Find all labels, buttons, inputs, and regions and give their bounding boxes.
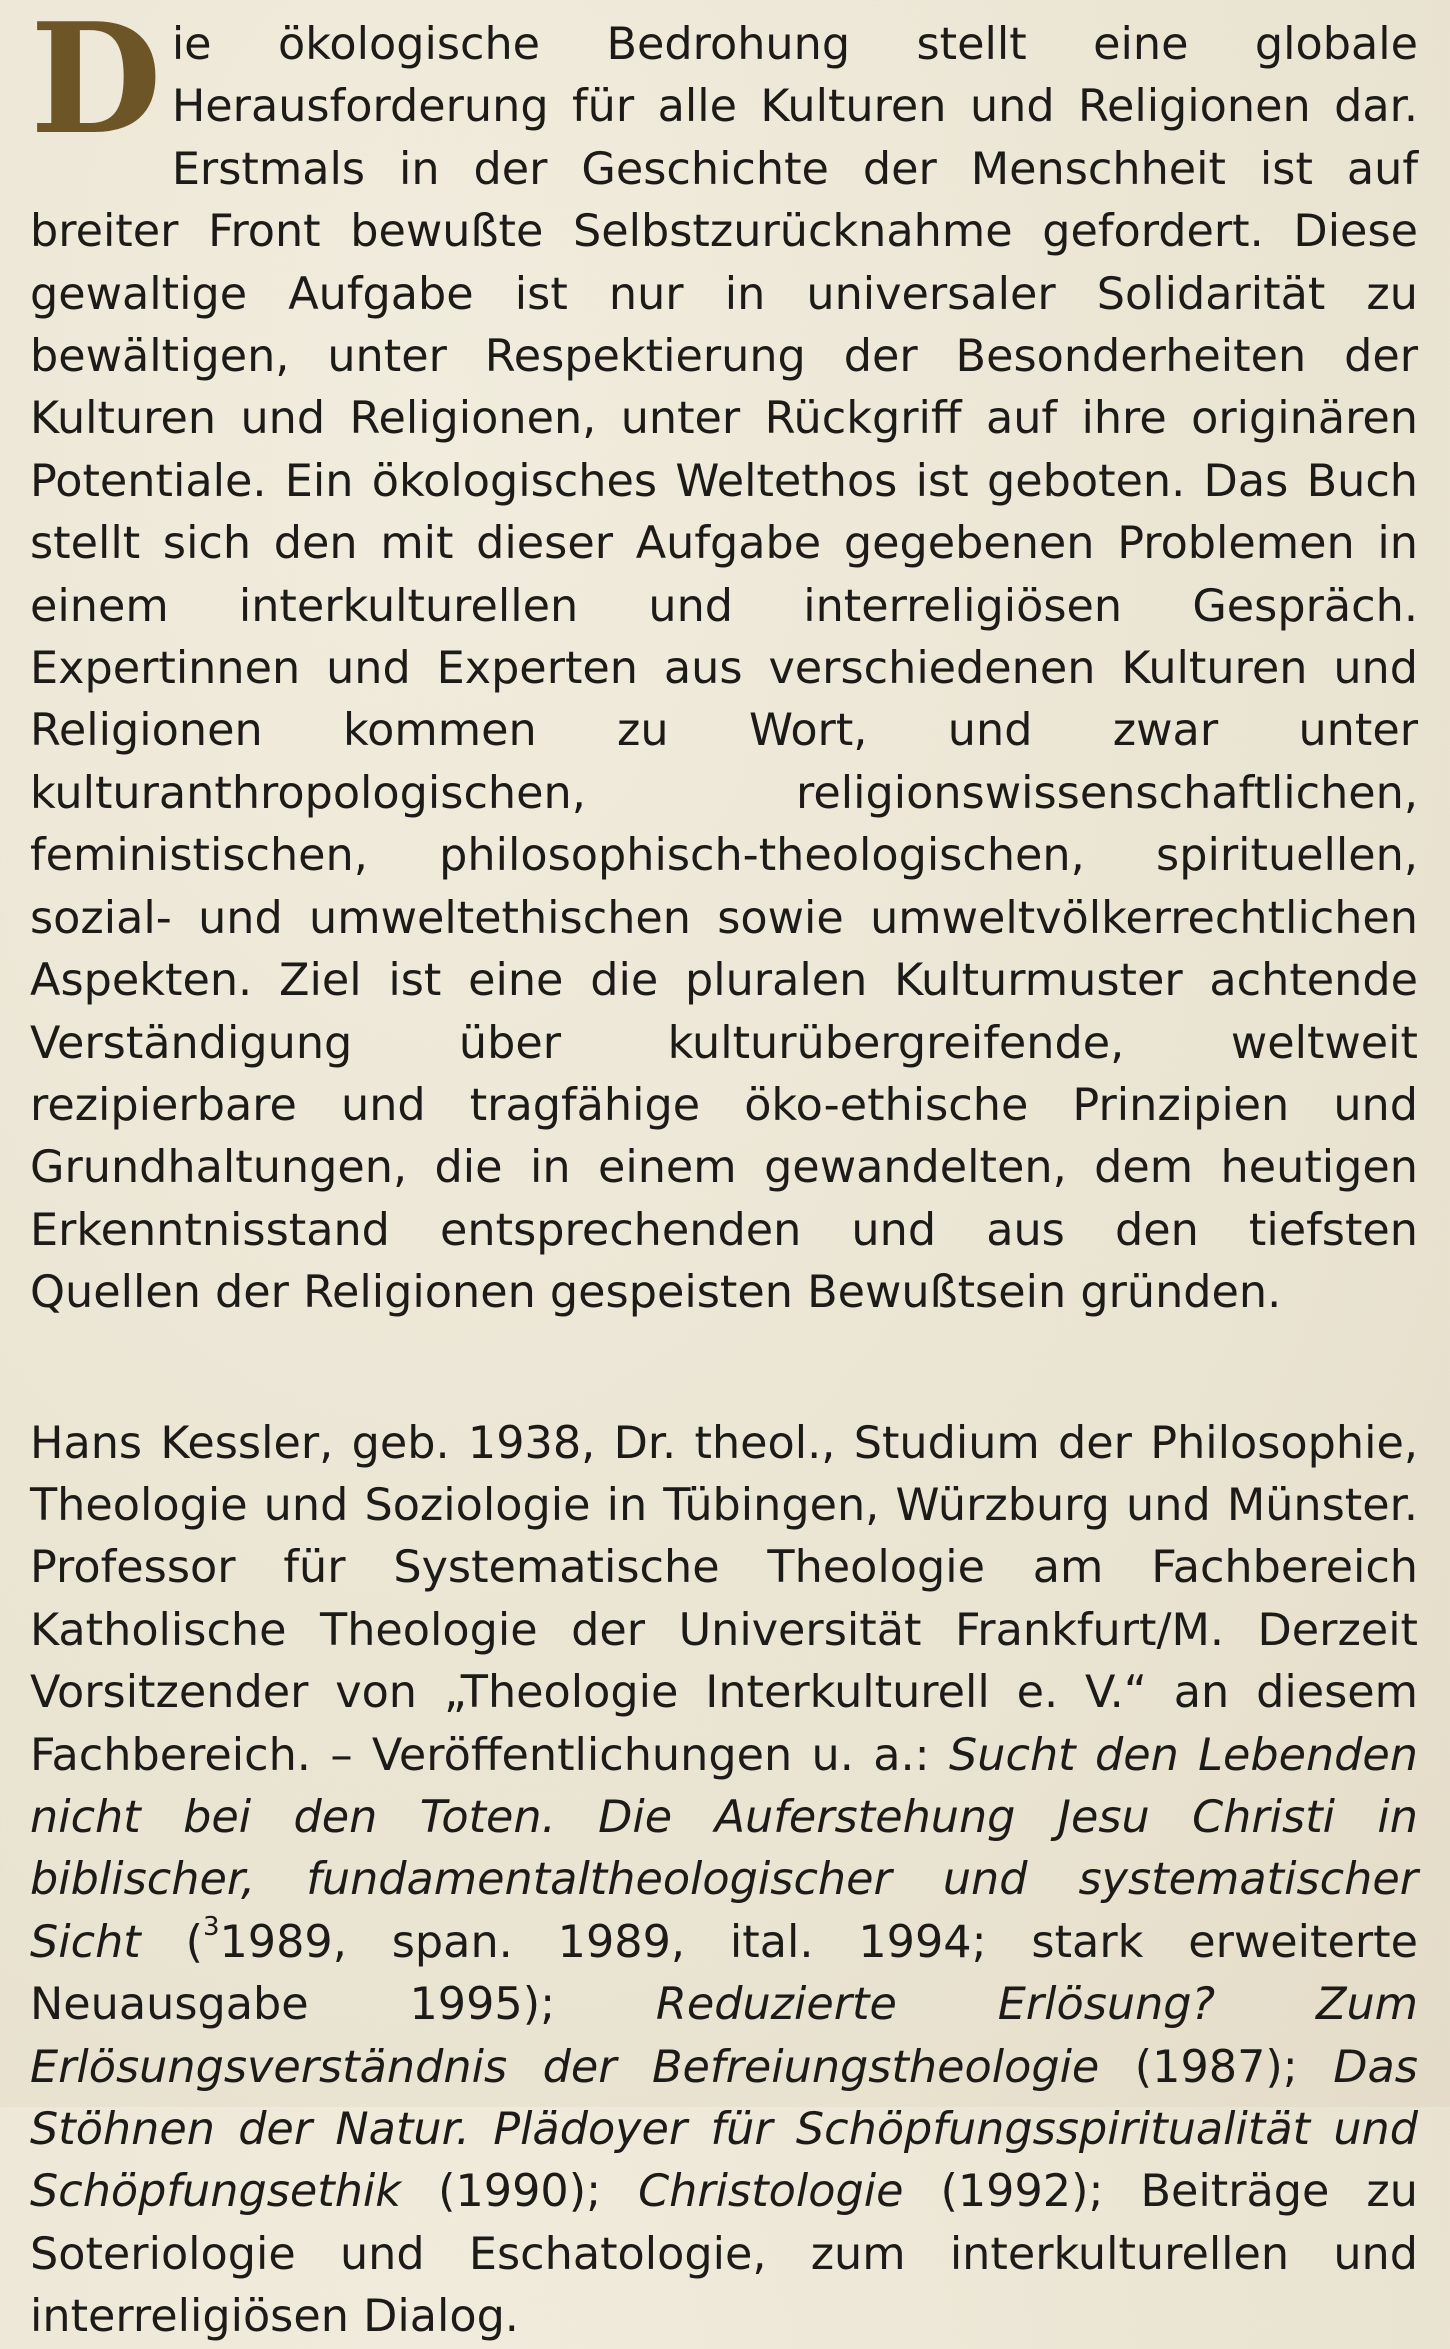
work-details: 1989, span. 1989, ital. 1994; stark erweiterte Neuausgabe 1995); (30, 1916, 1418, 2031)
description-text: ie ökologische Bedrohung stellt eine globale Herausforderung für alle Kulturen und Religionen dar. Erstmals in der Geschichte der Menschheit ist auf breiter Front bewußte Selbstzurücknahme gefordert. Diese gewaltige Aufgabe ist nur in universaler Solidarität zu bewältigen, unter Respektierung der Besonderheiten der Kulturen und Religionen, unter Rückgriff auf ihre originären Potentiale. Ein ökologisches Weltethos ist geboten. Das Buch stellt sich den mit dieser Aufgabe gegebenen Problemen in einem interkulturellen und interreligiösen Gespräch. Expertinnen und Experten aus verschiedenen Kulturen und Religionen kommen zu Wort, und zwar unter kulturanthropologischen, religionswissenschaftlichen, feministischen, philosophisch-theologischen, spirituellen, sozial- und umweltethischen sowie umweltvölkerrechtlichen Aspekten. Ziel ist eine die pluralen Kulturmuster achtende Verständigung über kulturübergreifende, weltweit rezipierbare und tragfähige öko-ethische Prinzipien und Grundhaltungen, die in einem gewandelten, dem heutigen Erkenntnisstand entsprechenden und aus den tiefsten Quellen der Religionen gespeisten Bewußtsein gründen. (30, 19, 1418, 1319)
work-title: Sucht den Lebenden nicht bei den Toten. Die Auferstehung Jesu Christi in biblischer, fundamentaltheologischer und systematischer Sicht (30, 1729, 1418, 1968)
work-details: (1987); (1099, 2041, 1334, 2093)
bio-intro: Hans Kessler, geb. 1938, Dr. theol., Studium der Philosophie, Theologie und Soziologie in Tübingen, Würzburg und Münster. Professor für Systematische Theologie am Fachbereich Katholische Theologie der Universität Frankfurt/M. Derzeit Vorsitzender von „Theologie Interkulturell e. V.“ an diesem Fachbereich. – Veröffentlichungen u. a.: (30, 1417, 1418, 1781)
work-details: ( (140, 1916, 203, 1968)
work-title: Christologie (638, 2166, 904, 2218)
description-paragraph (30, 0, 1418, 1325)
work-title: Das Stöhnen der Natur. Plädoyer für Schöpfungsspiritualität und Schöpfungsethik (30, 2041, 1418, 2218)
edition-superscript: 3 (202, 1911, 220, 1942)
book-back-cover-text (30, 0, 1418, 2349)
work-details: (1992); Beiträge zu Soteriologie und Eschatologie, zum interkulturellen und interreligiösen Dialog. (30, 2166, 1418, 2343)
drop-cap-letter: D (30, 0, 162, 168)
paragraph-gap (30, 1325, 1418, 1413)
author-bio-paragraph (30, 1413, 1418, 2349)
work-details: (1990); (401, 2166, 639, 2218)
work-title: Reduzierte Erlösung? Zum Erlösungsverständnis der Befreiungstheologie (30, 1979, 1418, 2093)
